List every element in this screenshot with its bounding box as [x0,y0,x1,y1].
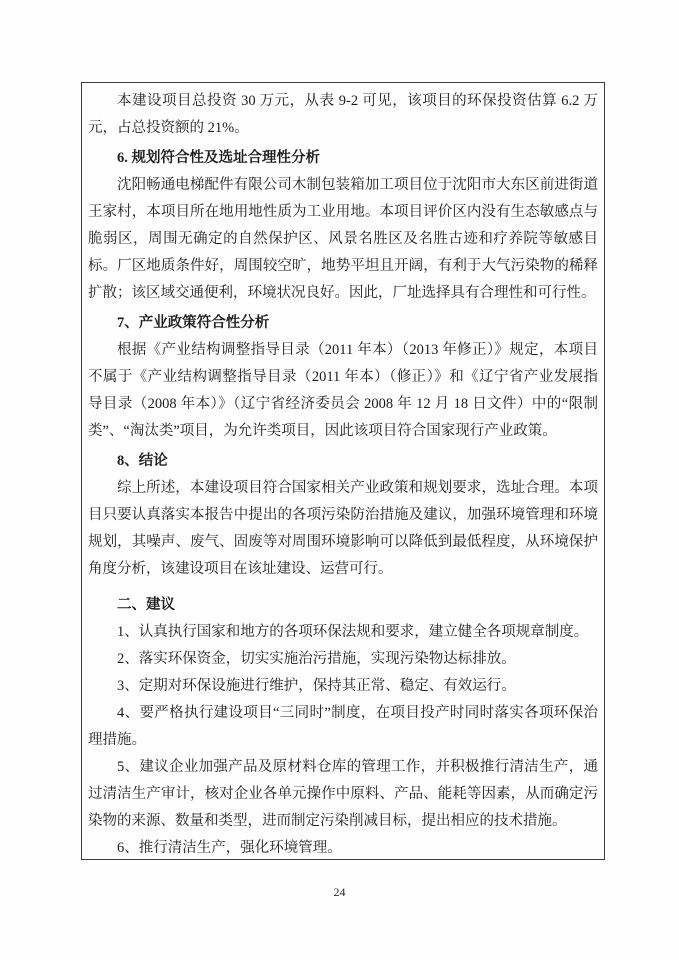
list-item-recommendation-2: 2、落实环保资金，切实实施治污措施，实现污染物达标排放。 [117,651,516,667]
section-heading-recommendations: 二、建议 [117,597,175,613]
document-border-frame [81,82,605,860]
list-item-recommendation-4: 4、要严格执行建设项目“三同时”制度，在项目投产时同时落实各项环保治理措施。 [88,705,598,748]
document-content [82,83,604,862]
section-heading-7-industrial-policy: 7、产业政策符合性分析 [117,315,270,331]
paragraph-conclusion: 综上所述，本建设项目符合国家相关产业政策和规划要求，选址合理。本项目只要认真落实本报告中提出的各项污染防治措施及建议，加强环境管理和环境规划，其噪声、废气、固废等对周围环境影响可以降低到最低程度，从环境保护角度分析，该建设项目在该址建设、运营可行。 [88,480,598,577]
paragraph-policy-catalog: 根据《产业结构调整指导目录（2011 年本）（2013 年修正）》规定，本项目不属于《产业结构调整指导目录（2011 年本）（修正）》和《辽宁省产业发展指导目录（2008 年本）》（辽宁省经济委员会 2008 年 12 月 18 日文件）中的“限制类”、“淘汰类”项目，为允许类项目，因此该项目符合国家现行产业政策。 [88,342,598,439]
list-item-recommendation-3: 3、定期对环保设施进行维护，保持其正常、稳定、有效运行。 [117,678,516,694]
list-item-recommendation-6: 6、推行清洁生产，强化环境管理。 [117,840,342,856]
paragraph-investment-summary: 本建设项目总投资 30 万元，从表 9-2 可见，该项目的环保投资估算 6.2 万元，占总投资额的 21%。 [88,93,598,136]
paragraph-recommendation-5: 5、建议企业加强产品及原材料仓库的管理工作，并积极推行清洁生产，通过清洁生产审计，核对企业各单元操作中原料、产品、能耗等因素，从而确定污染物的来源、数量和类型，进而制定污染削减目标，提出相应的技术措施。 [88,759,598,829]
paragraph-site-suitability: 沈阳畅通电梯配件有限公司木制包装箱加工项目位于沈阳市大东区前进街道王家村，本项目所在地用地性质为工业用地。本项目评价区内没有生态敏感点与脆弱区，周围无确定的自然保护区、风景名胜区及名胜古迹和疗养院等敏感目标。厂区地质条件好，周围较空旷，地势平坦且开阔，有利于大气污染物的稀释扩散；该区域交通便利，环境状况良好。因此，厂址选择具有合理性和可行性。 [88,177,598,301]
section-heading-6-planning-compliance: 6. 规划符合性及选址合理性分析 [117,150,320,166]
list-item-recommendation-1: 1、认真执行国家和地方的各项环保法规和要求，建立健全各项规章制度。 [117,624,589,640]
page-number: 24 [333,885,346,899]
section-heading-8-conclusion: 8、结论 [117,453,168,469]
